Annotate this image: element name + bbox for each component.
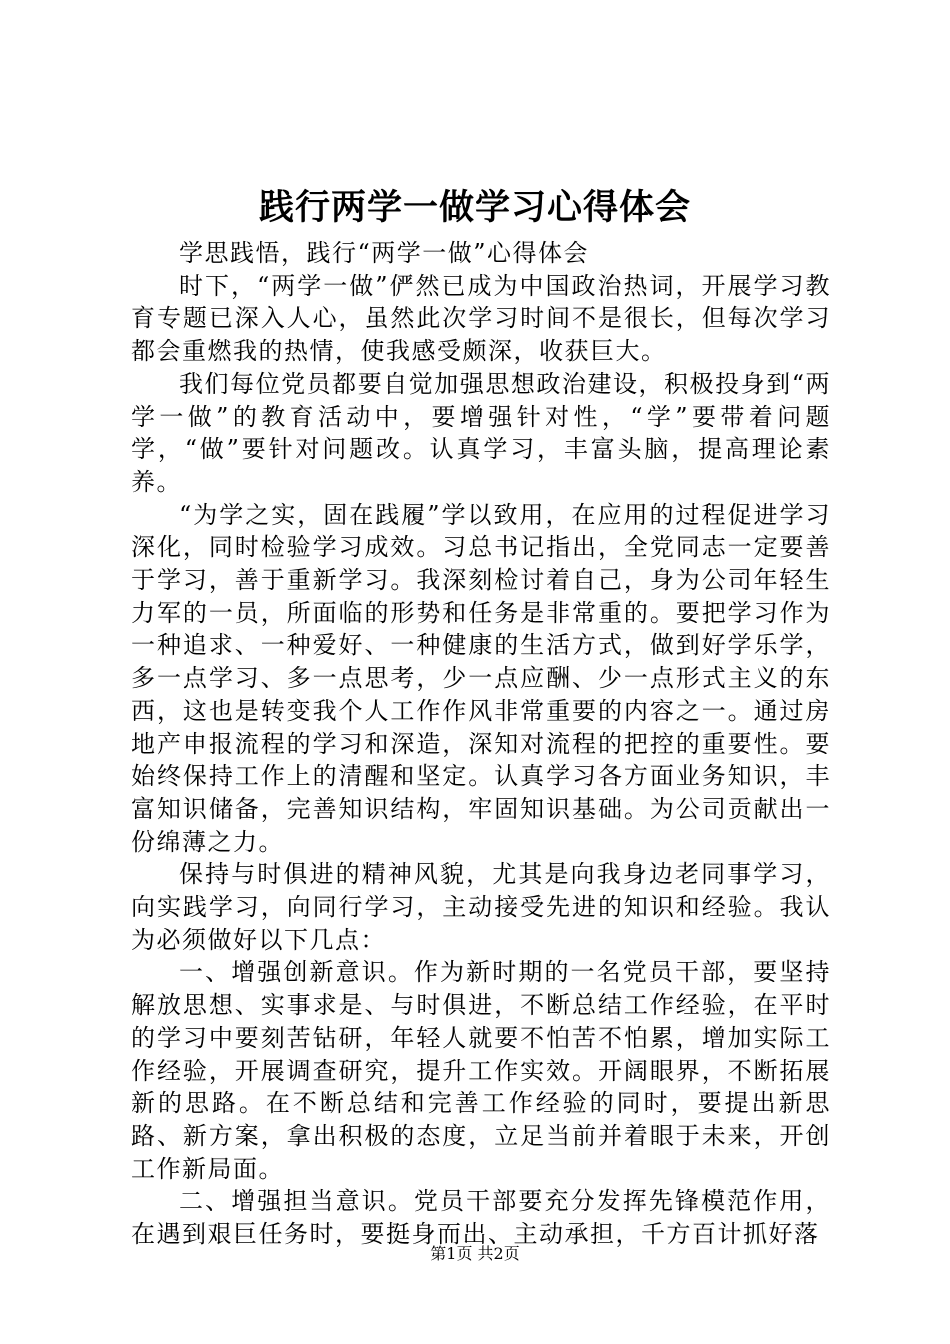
paragraph: 我们每位党员都要自觉加强思想政治建设，积极投身到“两学一做”的教育活动中，要增强针对性，“学”要带着问题学，“做”要针对问题改。认真学习，丰富头脑，提高理论素养。 <box>131 369 831 496</box>
document-body <box>131 237 831 1251</box>
paragraph: 保持与时俱进的精神风貌，尤其是向我身边老同事学习，向实践学习，向同行学习，主动接受先进的知识和经验。我认为必须做好以下几点： <box>131 860 831 954</box>
page-number-footer: 第1页 共2页 <box>430 1244 520 1263</box>
paragraph: 时下，“两学一做”俨然已成为中国政治热词，开展学习教育专题已深入人心，虽然此次学习时间不是很长，但每次学习都会重燃我的热情，使我感受颇深，收获巨大。 <box>131 271 831 366</box>
document-subtitle: 学思践悟，践行“两学一做”心得体会 <box>179 239 590 267</box>
paragraph: “为学之实，固在践履”学以致用，在应用的过程促进学习深化，同时检验学习成效。习总书记指出，全党同志一定要善于学习，善于重新学习。我深刻检讨着自己，身为公司年轻生力军的一员，所面临的形势和任务是非常重的。要把学习作为一种追求、一种爱好、一种健康的生活方式，做到好学乐学，多一点学习、多一点思考，少一点应酬、少一点形式主义的东西，这也是转变我个人工作作风非常重要的内容之一。通过房地产申报流程的学习和深造，深知对流程的把控的重要性。要始终保持工作上的清醒和坚定。认真学习各方面业务知识，丰富知识储备，完善知识结构，牢固知识基础。为公司贡献出一份绵薄之力。 <box>131 500 831 856</box>
paragraph: 二、增强担当意识。党员干部要充分发挥先锋模范作用，在遇到艰巨任务时，要挺身而出、主动承担，千方百计抓好落 <box>131 1187 831 1249</box>
document-title: 践行两学一做学习心得体会 <box>258 187 691 228</box>
paragraph: 一、增强创新意识。作为新时期的一名党员干部，要坚持解放思想、实事求是、与时俱进，不断总结工作经验，在平时的学习中要刻苦钻研，年轻人就要不怕苦不怕累，增加实际工作经验，开展调查研究，提升工作实效。开阔眼界，不断拓展新的思路。在不断总结和完善工作经验的同时，要提出新思路、新方案，拿出积极的态度，立足当前并着眼于未来，开创工作新局面。 <box>131 958 831 1183</box>
